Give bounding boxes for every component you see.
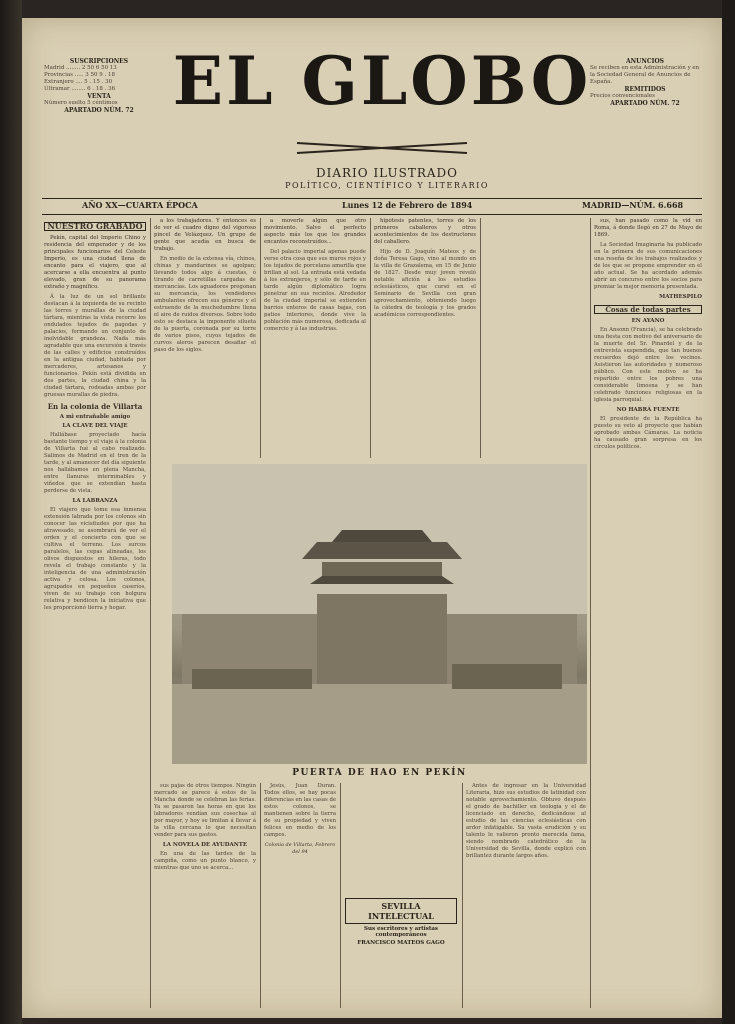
column-divider <box>340 783 341 1008</box>
subscription-box <box>44 58 154 114</box>
column-3 <box>264 218 366 458</box>
column-4-bottom-filler: Antes de ingresar en la Universidad Literaria, hizo sus estudios de latinidad con notable aprovechamiento. Obtuvo después el grado de bachiller en teología y el de licenciado en derecho, dedicándose al estudio de las ciencias eclesiásticas con ardor infatigable. Su vasta erudición y su talento le valieron pronto merecida fama, siendo nombrado catedrático de la Universidad de Sevilla, donde explicó con brillantez durante largos años. <box>466 783 586 859</box>
column-1-filler-3: El viajero que tome esa inmensa extensión labrada por los colonos sin conocer las vicisitudes por que ha atravesado, se asombrará de ver el orden y el concierto con que se cultiva el terreno. Los surcos paralelos, las cepas alineadas, los olivos dispuestos en hileras, todo revela el trabajo constante y la inteligencia de una administración activa y celosa. Los colonos, agrupados en pequeños caseríos, viven de su trabajo con holgura relativa y bendicen la iniciativa que les proporcionó tierra y hogar. <box>44 507 146 611</box>
misc-heading: Cosas de todas partes <box>594 305 702 314</box>
column-5 <box>594 218 702 1008</box>
engraving-heading: NUESTRO GRABADO <box>44 222 146 231</box>
column-2-bottom-filler-2: En una de las tardes de la campiña, como un punto blanco, y mientras que uno se acerca... <box>154 851 256 871</box>
travel-key-heading: LA CLAVE DEL VIAJE <box>62 423 128 429</box>
column-5-filler: La Sociedad Imaginaria ha publicado en la primera de sus comunicaciones una reseña de los trabajos realizados y de los que se propone emprender en el año actual. Se ha acordado además abrir un concurso entre los socios para premiar la mejor memoria presentada. <box>594 242 702 290</box>
left-box-footer: APARTADO NÚM. 72 <box>64 107 134 114</box>
farming-heading: LA LABRANZA <box>72 498 118 504</box>
ads-box <box>590 58 700 107</box>
column-3-signature: Colonia de Villarta, Febrero del 94 <box>264 842 336 855</box>
engraving-caption: PUERTA DE HAO EN PEKÍN <box>292 768 467 778</box>
sale-label: VENTA <box>87 93 111 100</box>
column-4-bottom <box>466 783 586 1008</box>
newspaper-title: EL GLOBO <box>172 42 592 120</box>
column-1-filler: Á la luz de un sol brillante destacan á la izquierda de su recinto las torres y murallas de la ciudad tártara, mientras la vista recorre los ondulados tejados de pagodas y palacios, formando un conjunto de inolvidable grandeza. Nada más agradable que una excursión á través de las calles y edificios construídos en la antigua ciudad, habitada por mercaderes, artesanos y funcionarios. Pekín está dividida en dos partes, la ciudad china y la ciudad tártara, rodeadas ambas por gruesas murallas de piedra. <box>44 294 146 398</box>
subscription-box-rows: Madrid ........ 2 50 6 50 13 Provincias ..... 3 50 9 . 18 Extranjero .... 5 . 15 . 30 Ultramar ........ 6 . 18 . 36 <box>44 65 117 92</box>
issue-line <box>42 199 702 213</box>
column-4 <box>374 218 476 458</box>
column-3-filler: Del palacio imperial apenas puede verse otra cosa que sus muros rojos y los tejados de porcelana amarilla que brillan al sol. La entrada está vedada á los extranjeros, y sólo de tarde en tarde algún diplomático logra penetrar en sus recintos. Alrededor de la ciudad imperial se extienden barrios enteros de casas bajas, con patios interiores, donde vive la población más numerosa, dedicada al comercio y á las industrias. <box>264 249 366 332</box>
page-edge <box>722 0 735 1024</box>
masthead-rule-bottom <box>42 214 702 215</box>
column-2-bottom <box>154 783 256 1008</box>
no-source-heading: NO HABRÁ FUENTE <box>616 407 680 413</box>
column-divider <box>370 218 371 458</box>
novel-heading: LA NOVELA DE AYUDANTE <box>162 842 248 848</box>
book-binding <box>0 0 22 1024</box>
newspaper-tagline: POLÍTICO, CIENTÍFICO Y LITERARIO <box>285 181 489 190</box>
subscription-box-title: SUSCRIPCIONES <box>69 58 129 65</box>
column-2 <box>154 218 256 458</box>
column-2-text: a los trabajadores. Y entonces es de ver el cuadro digno del vigoroso pincel de Velázquez. Un grupo de gente que acudía en busca de trabajo. <box>154 218 256 252</box>
remitted-label: REMITIDOS <box>624 86 666 93</box>
column-5-signature: MATHESPILO <box>659 294 702 300</box>
column-3-text: a moverle algún que otro movimiento. Salvo el perfecto aspecto más los que los grandes encantos reconstruídos... <box>264 218 366 245</box>
column-3-bottom-filler: Jesús, Juan Duran. Todos ellos, se hay pocas diferencias en las casas de estos colonos, se mantienen sobre la tierra de su propiedad y viven felices en medio de los campos. <box>264 783 336 838</box>
column-1-filler-2: Hallábase proyectado hacía bastante tiempo y el viaje á la colonia de Villarta fué al cabo realizado. Salimos de Madrid en el tren de la tarde, y al amanecer del día siguiente nos hallábamos en plena Mancha, entre llanuras interminables y viñedos que se extendían hasta perderse de vista. <box>44 432 146 494</box>
column-divider <box>462 783 463 1008</box>
column-divider <box>260 218 261 458</box>
column-4-filler: Hijo de D. Joaquín Mateos y de doña Teresa Gago, vino al mundo en la villa de Grazalema, en 15 de Junio de 1827. Desde muy joven reveló notable afición á los estudios eclesiásticos, que cursó en el Seminario de Sevilla con gran aprovechamiento, obteniendo luego la cátedra de teología y los grados académicos correspondientes. <box>374 249 476 318</box>
column-divider <box>480 218 481 458</box>
villarta-dedication: A mi entrañable amigo <box>59 414 131 420</box>
sevilla-section <box>345 898 457 948</box>
sevilla-subheading: Sus escritores y artistas contemporáneos <box>363 926 439 938</box>
gate-engraving-image <box>172 464 587 764</box>
villarta-heading: En la colonia de Villarta <box>47 402 143 411</box>
column-2-filler: En medio de la extensa vía, chinos, chinas y mandarines se agolpan; llevando todos algo á cuestas, ó tirando de carretillas cargadas de mercancías. Los aguadores pregonan su mercancía, los vendedores ambulantes ofrecen sus géneros y el estruendo de la muchedumbre llena el aire de ruidos diversos. Sobre todo esto se destaca la imponente silueta de la puerta, coronada por su torre de varios pisos, cuyos tejados de curvos aleros parecen desafiar el paso de los siglos. <box>154 256 256 353</box>
issue-number: MADRID—NÚM. 6.668 <box>582 200 684 210</box>
crossed-pens-icon <box>292 138 472 158</box>
column-3-bottom <box>264 783 336 1008</box>
column-divider <box>590 218 591 1008</box>
sevilla-person: FRANCISCO MATEOS GAGO <box>357 940 445 946</box>
sevilla-heading: SEVILLA INTELECTUAL <box>345 898 457 924</box>
column-5-text: sus, han pasado como la vid en Roma, á donde llegó en 27 de Mayo de 1869. <box>594 218 702 238</box>
newspaper-subtitle: DIARIO ILUSTRADO <box>315 166 458 180</box>
right-box-footer: APARTADO NÚM. 72 <box>610 100 680 107</box>
column-5-filler-2: En Ansonn (Francia), se ha celebrado una fiesta con motivo del aniversario de la muerte del Sr. Pinardel y de la entrevista suspendida, que tan buenos recuerdos dejó entre los vecinos. Asistieron las autoridades y numeroso público. Con este motivo se ha repartido entre los pobres una considerable limosna y se han celebrado funciones religiosas en la iglesia parroquial. <box>594 327 702 403</box>
newspaper-page <box>22 18 722 1018</box>
column-divider <box>260 783 261 1008</box>
issue-volume: AÑO XX—CUARTA ÉPOCA <box>82 200 198 210</box>
column-4-text: hipótesis patentes, torres de los primeros caballeros y otros acontecimientos de los destructores del caballero. <box>374 218 476 245</box>
remitted-text: Precios convencionales <box>590 93 655 99</box>
misc-subheading: EN AYANO <box>631 318 665 324</box>
engraving-text: Pekín, capital del Imperio Chino y residencia del emperador y de los principales funcionarios del Celeste Imperio, es una ciudad llena de encanto para el viajero, que al acercarse a ella encuentra al punto elevado, gran de su panorama extraño y magnífico. <box>44 235 146 290</box>
column-5-filler-3: El presidente de la República ha puesto su veto al proyecto que habían aprobado ambas Cámaras. La noticia ha causado gran sorpresa en los círculos políticos. <box>594 416 702 450</box>
issue-date: Lunes 12 de Febrero de 1894 <box>342 200 473 210</box>
ads-box-title: ANUNCIOS <box>626 58 664 65</box>
sale-box-text: Número suelto 5 céntimos <box>44 100 118 106</box>
column-2-bottom-filler: sus pajas de otros tiempos. Ningún mercado se parece á estos de la Mancha donde se celebran las ferias. Ya se pasaron las horas en que los labradores vendían sus cosechas al por mayor, y hoy se limitan á llevar á la villa cercana lo que necesitan vender para sus gastos. <box>154 783 256 838</box>
column-divider <box>150 218 151 1008</box>
engraving-illustration <box>172 464 587 764</box>
ads-box-text: Se reciben en esta Administración y en la Sociedad General de Anuncios de España. <box>590 65 700 85</box>
column-1 <box>44 218 146 1008</box>
